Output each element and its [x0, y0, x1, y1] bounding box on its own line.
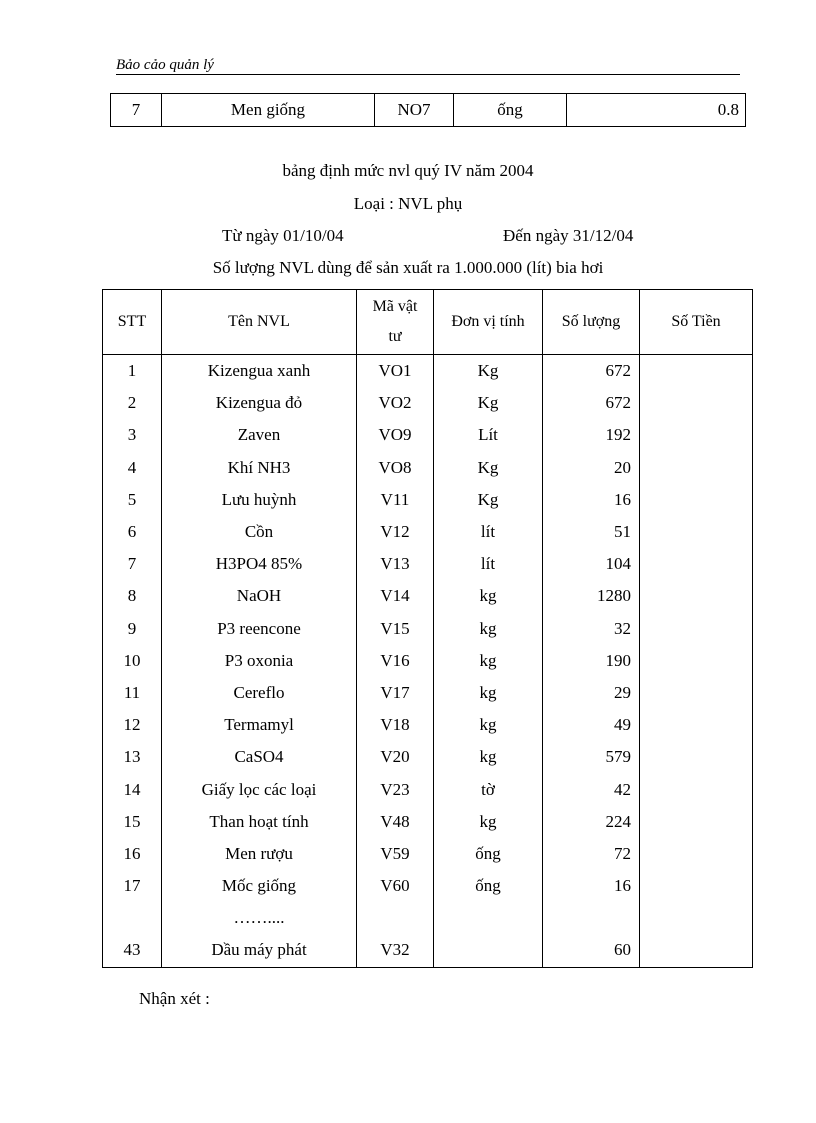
cell-qty: 20	[543, 452, 640, 484]
cell-stt: 6	[103, 516, 162, 548]
cell-money	[640, 387, 753, 419]
cell-stt: 1	[103, 355, 162, 388]
cell-stt: 14	[103, 773, 162, 805]
cell-code: V23	[357, 773, 434, 805]
cell-qty: 51	[543, 516, 640, 548]
cell-qty: 104	[543, 548, 640, 580]
cell-code: V16	[357, 645, 434, 677]
cell-stt: 4	[103, 452, 162, 484]
cell-stt: 7	[111, 94, 162, 127]
cell-money	[640, 709, 753, 741]
remarks-label: Nhận xét :	[139, 989, 210, 1008]
table-row	[103, 773, 753, 805]
cell-qty: 192	[543, 419, 640, 451]
cell-stt: 11	[103, 677, 162, 709]
cell-qty: 579	[543, 741, 640, 773]
cell-name: Kizengua đỏ	[162, 387, 357, 419]
cell-name: Men rượu	[162, 838, 357, 870]
cell-code: V11	[357, 484, 434, 516]
cell-code: V20	[357, 741, 434, 773]
cell-unit: lít	[434, 516, 543, 548]
cell-stt	[103, 902, 162, 934]
cell-stt: 7	[103, 548, 162, 580]
cell-qty: 0.8	[567, 94, 746, 127]
cell-name: Cồn	[162, 516, 357, 548]
header-unit: Đơn vị tính	[434, 290, 543, 355]
cell-unit	[434, 934, 543, 967]
cell-stt: 9	[103, 613, 162, 645]
cell-money	[640, 838, 753, 870]
cell-qty: 49	[543, 709, 640, 741]
cell-unit: kg	[434, 806, 543, 838]
cell-stt: 13	[103, 741, 162, 773]
cell-qty: 224	[543, 806, 640, 838]
cell-qty: 29	[543, 677, 640, 709]
cell-stt: 8	[103, 580, 162, 612]
table-row	[103, 741, 753, 773]
header-money: Số Tiền	[640, 290, 753, 355]
cell-name: Cereflo	[162, 677, 357, 709]
cell-name: CaSO4	[162, 741, 357, 773]
cell-qty: 672	[543, 387, 640, 419]
cell-unit: tờ	[434, 773, 543, 805]
cell-qty: 1280	[543, 580, 640, 612]
cell-stt: 16	[103, 838, 162, 870]
table-row	[103, 452, 753, 484]
cell-unit: kg	[434, 709, 543, 741]
table-row	[103, 934, 753, 967]
cell-name: Zaven	[162, 419, 357, 451]
cell-qty: 16	[543, 870, 640, 902]
category-label: Loại : NVL phụ	[353, 194, 463, 213]
previous-table-fragment	[110, 93, 746, 127]
cell-money	[640, 645, 753, 677]
cell-code: V13	[357, 548, 434, 580]
cell-qty: 190	[543, 645, 640, 677]
material-norm-table	[102, 289, 753, 968]
cell-stt: 43	[103, 934, 162, 967]
cell-code: V15	[357, 613, 434, 645]
cell-name: Termamyl	[162, 709, 357, 741]
cell-name: Mốc giống	[162, 870, 357, 902]
cell-name: Dầu máy phát	[162, 934, 357, 967]
table-header-row	[103, 290, 753, 355]
table-row	[103, 870, 753, 902]
cell-name: ……....	[162, 902, 357, 934]
header-stt: STT	[103, 290, 162, 355]
table-row	[103, 580, 753, 612]
cell-money	[640, 548, 753, 580]
table-row	[103, 548, 753, 580]
cell-name: Kizengua xanh	[162, 355, 357, 388]
table-title: bảng định mức nvl quý IV năm 2004	[282, 161, 534, 180]
cell-code: V59	[357, 838, 434, 870]
cell-name: Khí NH3	[162, 452, 357, 484]
table-row	[103, 806, 753, 838]
cell-money	[640, 806, 753, 838]
cell-money	[640, 355, 753, 388]
cell-unit: kg	[434, 645, 543, 677]
cell-name: Lưu huỳnh	[162, 484, 357, 516]
cell-unit: ống	[434, 838, 543, 870]
cell-code: V12	[357, 516, 434, 548]
cell-code: VO2	[357, 387, 434, 419]
table-row	[103, 355, 753, 388]
page-header: Bảo cảo quản lý	[116, 56, 740, 75]
header-qty: Số lượng	[543, 290, 640, 355]
header-code	[357, 290, 434, 355]
quantity-basis: Số lượng NVL dùng để sản xuất ra 1.000.000 (lít) bia hơi	[212, 258, 604, 277]
cell-code: NO7	[375, 94, 454, 127]
cell-unit: Kg	[434, 355, 543, 388]
cell-name: Than hoạt tính	[162, 806, 357, 838]
date-from: Từ ngày 01/10/04	[222, 226, 344, 245]
cell-stt: 2	[103, 387, 162, 419]
cell-unit: ống	[434, 870, 543, 902]
cell-qty	[543, 902, 640, 934]
cell-stt: 12	[103, 709, 162, 741]
cell-stt: 3	[103, 419, 162, 451]
cell-qty: 72	[543, 838, 640, 870]
cell-name: NaOH	[162, 580, 357, 612]
cell-money	[640, 452, 753, 484]
cell-qty: 60	[543, 934, 640, 967]
cell-money	[640, 484, 753, 516]
cell-name: P3 oxonia	[162, 645, 357, 677]
cell-name: P3 reencone	[162, 613, 357, 645]
cell-qty: 42	[543, 773, 640, 805]
cell-money	[640, 516, 753, 548]
cell-unit: ống	[454, 94, 567, 127]
table-row	[111, 94, 746, 127]
cell-money	[640, 613, 753, 645]
table-row	[103, 387, 753, 419]
cell-money	[640, 677, 753, 709]
cell-code: VO8	[357, 452, 434, 484]
table-row	[103, 902, 753, 934]
cell-code: V60	[357, 870, 434, 902]
cell-stt: 10	[103, 645, 162, 677]
cell-money	[640, 902, 753, 934]
cell-unit: Kg	[434, 484, 543, 516]
cell-code: V18	[357, 709, 434, 741]
cell-money	[640, 773, 753, 805]
table-row	[103, 677, 753, 709]
cell-code: VO1	[357, 355, 434, 388]
table-row	[103, 516, 753, 548]
table-row	[103, 484, 753, 516]
cell-stt: 15	[103, 806, 162, 838]
header-name: Tên NVL	[162, 290, 357, 355]
cell-money	[640, 934, 753, 967]
cell-code: VO9	[357, 419, 434, 451]
cell-unit: Lít	[434, 419, 543, 451]
table-row	[103, 709, 753, 741]
cell-unit: kg	[434, 580, 543, 612]
table-row	[103, 613, 753, 645]
cell-name: H3PO4 85%	[162, 548, 357, 580]
cell-unit: kg	[434, 613, 543, 645]
cell-money	[640, 419, 753, 451]
cell-money	[640, 870, 753, 902]
date-to: Đến ngày 31/12/04	[503, 226, 634, 245]
cell-code	[357, 902, 434, 934]
cell-unit: kg	[434, 677, 543, 709]
cell-money	[640, 741, 753, 773]
cell-name: Men giống	[162, 94, 375, 127]
cell-name: Giấy lọc các loại	[162, 773, 357, 805]
cell-unit: lít	[434, 548, 543, 580]
cell-unit: Kg	[434, 387, 543, 419]
cell-qty: 672	[543, 355, 640, 388]
cell-stt: 17	[103, 870, 162, 902]
cell-unit: Kg	[434, 452, 543, 484]
cell-code: V14	[357, 580, 434, 612]
cell-qty: 32	[543, 613, 640, 645]
cell-code: V17	[357, 677, 434, 709]
cell-unit: kg	[434, 741, 543, 773]
cell-qty: 16	[543, 484, 640, 516]
table-row	[103, 645, 753, 677]
cell-unit	[434, 902, 543, 934]
header-code-line2: tư	[388, 328, 402, 345]
cell-code: V48	[357, 806, 434, 838]
cell-code: V32	[357, 934, 434, 967]
cell-stt: 5	[103, 484, 162, 516]
table-row	[103, 419, 753, 451]
cell-money	[640, 580, 753, 612]
table-row	[103, 838, 753, 870]
header-code-line1: Mã vật	[372, 298, 418, 315]
